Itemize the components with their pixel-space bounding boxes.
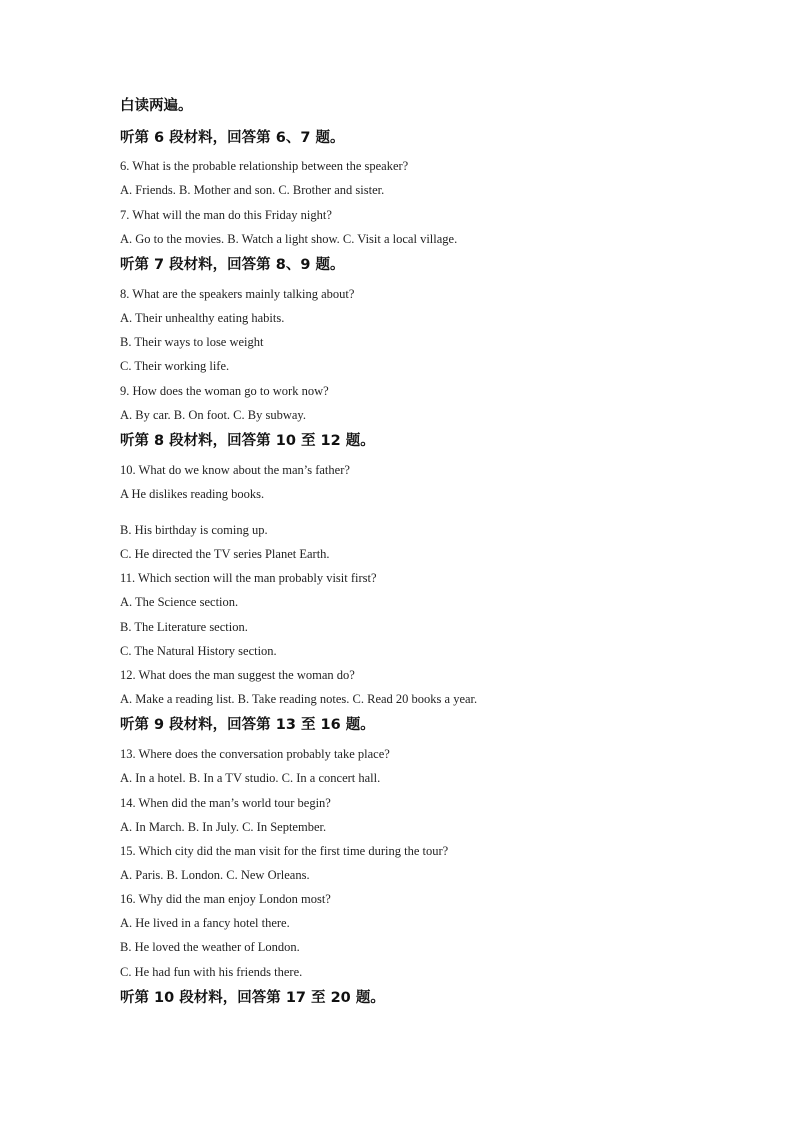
- question-7: 7. What will the man do this Friday night?: [120, 208, 332, 222]
- question-8: 8. What are the speakers mainly talking about?: [120, 287, 355, 301]
- section-heading-6: 听第 6 段材料，回答第 6、7 题。: [120, 130, 345, 146]
- question-9: 9. How does the woman go to work now?: [120, 384, 329, 398]
- heading-read-twice: 白读两遍。: [120, 98, 193, 114]
- question-6: 6. What is the probable relationship between the speaker?: [120, 159, 409, 173]
- question-11-option-b: B. The Literature section.: [120, 620, 248, 634]
- question-13-options: A. In a hotel. B. In a TV studio. C. In a concert hall.: [120, 771, 381, 785]
- question-14-options: A. In March. B. In July. C. In September.: [120, 820, 327, 834]
- question-6-options: A. Friends. B. Mother and son. C. Brother and sister.: [120, 183, 385, 197]
- question-11-option-c: C. The Natural History section.: [120, 644, 277, 658]
- question-16-option-a: A. He lived in a fancy hotel there.: [120, 916, 290, 930]
- question-10-option-b: B. His birthday is coming up.: [120, 523, 268, 537]
- question-15-options: A. Paris. B. London. C. New Orleans.: [120, 868, 310, 882]
- section-heading-9: 听第 9 段材料，回答第 13 至 16 题。: [120, 717, 375, 733]
- question-7-options: A. Go to the movies. B. Watch a light show. C. Visit a local village.: [120, 232, 458, 246]
- question-8-option-c: C. Their working life.: [120, 359, 230, 373]
- question-8-option-b: B. Their ways to lose weight: [120, 335, 264, 349]
- section-heading-8: 听第 8 段材料，回答第 10 至 12 题。: [120, 433, 375, 449]
- question-16: 16. Why did the man enjoy London most?: [120, 892, 331, 906]
- question-14: 14. When did the man’s world tour begin?: [120, 796, 331, 810]
- question-11: 11. Which section will the man probably visit first?: [120, 571, 377, 585]
- question-12: 12. What does the man suggest the woman do?: [120, 668, 355, 682]
- section-heading-10: 听第 10 段材料，回答第 17 至 20 题。: [120, 990, 385, 1006]
- question-16-option-b: B. He loved the weather of London.: [120, 940, 300, 954]
- question-10-option-a: A He dislikes reading books.: [120, 487, 265, 501]
- question-8-option-a: A. Their unhealthy eating habits.: [120, 311, 285, 325]
- question-9-options: A. By car. B. On foot. C. By subway.: [120, 408, 306, 422]
- question-11-option-a: A. The Science section.: [120, 595, 239, 609]
- question-16-option-c: C. He had fun with his friends there.: [120, 965, 303, 979]
- question-10: 10. What do we know about the man’s father?: [120, 463, 350, 477]
- section-heading-7: 听第 7 段材料，回答第 8、9 题。: [120, 257, 345, 273]
- question-15: 15. Which city did the man visit for the first time during the tour?: [120, 844, 449, 858]
- question-13: 13. Where does the conversation probably take place?: [120, 747, 390, 761]
- question-12-options: A. Make a reading list. B. Take reading notes. C. Read 20 books a year.: [120, 692, 478, 706]
- question-10-option-c: C. He directed the TV series Planet Earth.: [120, 547, 330, 561]
